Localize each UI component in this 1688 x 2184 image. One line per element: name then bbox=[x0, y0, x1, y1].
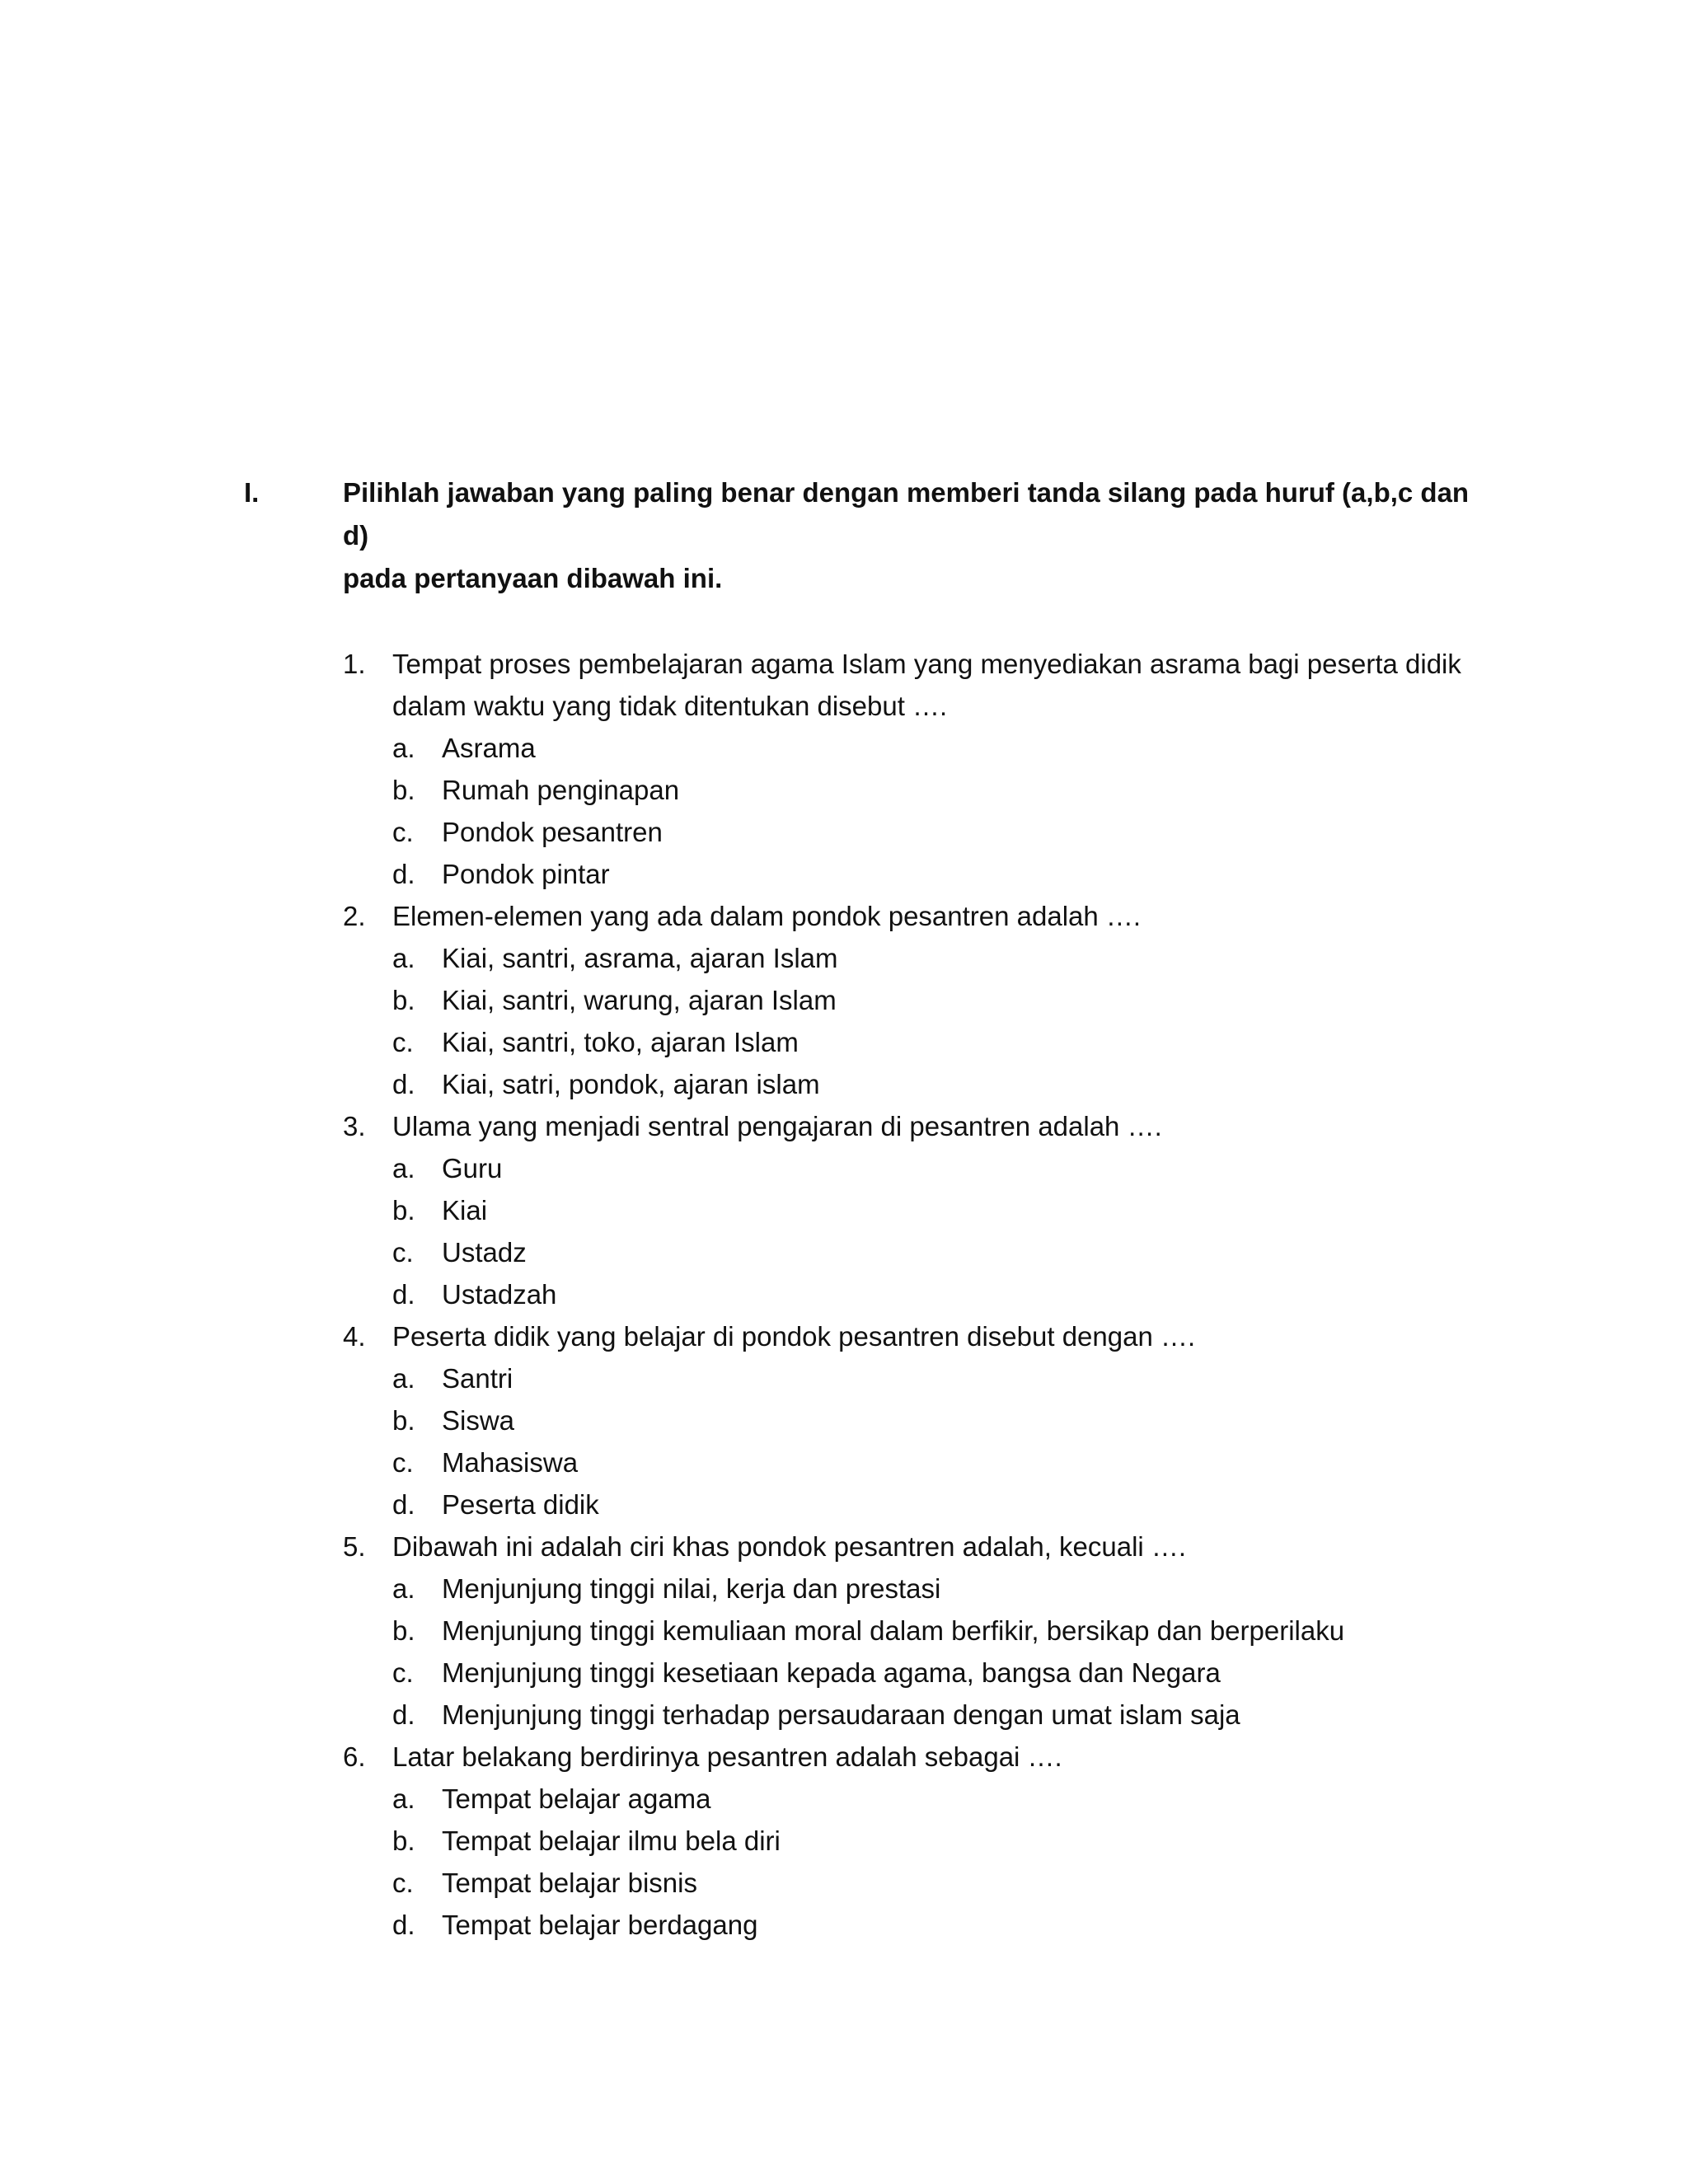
option-letter: a. bbox=[392, 1153, 415, 1183]
option-text: Peserta didik bbox=[442, 1489, 599, 1520]
option-letter: d. bbox=[392, 1489, 415, 1520]
option-item bbox=[392, 1483, 1497, 1526]
question-body bbox=[392, 1315, 1497, 1526]
option-text: Menjunjung tinggi kesetiaan kepada agama, bangsa dan Negara bbox=[442, 1657, 1221, 1688]
question-item bbox=[343, 1526, 1497, 1736]
option-letter: a. bbox=[392, 1783, 415, 1814]
option-text: Tempat belajar agama bbox=[442, 1783, 711, 1814]
option-item bbox=[392, 1778, 1497, 1820]
question-body bbox=[392, 1736, 1497, 1946]
option-letter: c. bbox=[392, 817, 414, 847]
option-text: Mahasiswa bbox=[442, 1447, 579, 1478]
question-list bbox=[343, 643, 1497, 1946]
option-letter: c. bbox=[392, 1868, 414, 1898]
option-item bbox=[392, 1147, 1497, 1189]
option-letter: c. bbox=[392, 1237, 414, 1268]
question-number: 4. bbox=[343, 1321, 366, 1352]
question-section bbox=[244, 471, 1497, 1946]
option-item bbox=[392, 1694, 1497, 1736]
question-text: Tempat proses pembelajaran agama Islam yang menyediakan asrama bagi peserta didik dalam waktu yang tidak ditentukan disebut …. bbox=[392, 649, 1461, 721]
option-list bbox=[392, 1357, 1497, 1526]
option-text: Guru bbox=[442, 1153, 503, 1183]
option-text: Kiai, santri, toko, ajaran Islam bbox=[442, 1027, 799, 1057]
option-item bbox=[392, 1189, 1497, 1231]
option-item bbox=[392, 1021, 1497, 1063]
option-item bbox=[392, 853, 1497, 895]
question-item bbox=[343, 1736, 1497, 1946]
option-letter: c. bbox=[392, 1657, 414, 1688]
question-item bbox=[343, 1105, 1497, 1315]
option-letter: b. bbox=[392, 1825, 415, 1856]
option-item bbox=[392, 1610, 1497, 1652]
question-number: 1. bbox=[343, 649, 366, 679]
option-letter: b. bbox=[392, 985, 415, 1015]
option-item bbox=[392, 1441, 1497, 1483]
question-body bbox=[392, 643, 1497, 895]
option-list bbox=[392, 1147, 1497, 1315]
question-text: Peserta didik yang belajar di pondok pesantren disebut dengan …. bbox=[392, 1321, 1196, 1352]
option-letter: a. bbox=[392, 733, 415, 763]
option-text: Ustadz bbox=[442, 1237, 527, 1268]
option-text: Menjunjung tinggi nilai, kerja dan prestasi bbox=[442, 1573, 941, 1604]
option-letter: d. bbox=[392, 1279, 415, 1310]
option-item bbox=[392, 1820, 1497, 1862]
option-item bbox=[392, 1273, 1497, 1315]
option-letter: c. bbox=[392, 1027, 414, 1057]
section-instruction: Pilihlah jawaban yang paling benar dengan memberi tanda silang pada huruf (a,b,c dan d) pada pertanyaan dibawah ini. bbox=[343, 477, 1470, 593]
option-letter: a. bbox=[392, 943, 415, 973]
option-item bbox=[392, 979, 1497, 1021]
option-text: Santri bbox=[442, 1363, 513, 1394]
option-text: Ustadzah bbox=[442, 1279, 557, 1310]
option-item bbox=[392, 1399, 1497, 1441]
option-letter: d. bbox=[392, 1910, 415, 1940]
option-text: Tempat belajar ilmu bela diri bbox=[442, 1825, 781, 1856]
option-item bbox=[392, 769, 1497, 811]
option-letter: d. bbox=[392, 1699, 415, 1730]
option-item bbox=[392, 1063, 1497, 1105]
section-number: I. bbox=[244, 477, 260, 508]
option-list bbox=[392, 937, 1497, 1105]
option-item bbox=[392, 1357, 1497, 1399]
question-text: Ulama yang menjadi sentral pengajaran di pesantren adalah …. bbox=[392, 1111, 1162, 1141]
question-number: 3. bbox=[343, 1111, 366, 1141]
question-item bbox=[343, 895, 1497, 1105]
option-letter: b. bbox=[392, 1405, 415, 1436]
option-text: Kiai bbox=[442, 1195, 488, 1226]
option-text: Pondok pintar bbox=[442, 859, 610, 889]
option-item bbox=[392, 1568, 1497, 1610]
option-item bbox=[392, 1652, 1497, 1694]
option-letter: b. bbox=[392, 1615, 415, 1646]
option-text: Kiai, satri, pondok, ajaran islam bbox=[442, 1069, 820, 1099]
option-item bbox=[392, 1862, 1497, 1904]
option-text: Siswa bbox=[442, 1405, 515, 1436]
option-item bbox=[392, 811, 1497, 853]
option-letter: b. bbox=[392, 775, 415, 805]
option-item bbox=[392, 937, 1497, 979]
question-text: Dibawah ini adalah ciri khas pondok pesantren adalah, kecuali …. bbox=[392, 1531, 1187, 1562]
question-number: 6. bbox=[343, 1741, 366, 1772]
option-text: Menjunjung tinggi kemuliaan moral dalam berfikir, bersikap dan berperilaku bbox=[442, 1615, 1345, 1646]
option-text: Kiai, santri, asrama, ajaran Islam bbox=[442, 943, 838, 973]
question-item bbox=[343, 1315, 1497, 1526]
option-text: Kiai, santri, warung, ajaran Islam bbox=[442, 985, 837, 1015]
question-text: Elemen-elemen yang ada dalam pondok pesantren adalah …. bbox=[392, 901, 1142, 931]
option-letter: c. bbox=[392, 1447, 414, 1478]
question-body bbox=[392, 1105, 1497, 1315]
question-body bbox=[392, 1526, 1497, 1736]
option-item bbox=[392, 727, 1497, 769]
option-text: Pondok pesantren bbox=[442, 817, 663, 847]
question-item bbox=[343, 643, 1497, 895]
option-text: Tempat belajar bisnis bbox=[442, 1868, 697, 1898]
option-letter: b. bbox=[392, 1195, 415, 1226]
option-item bbox=[392, 1904, 1497, 1946]
option-letter: d. bbox=[392, 1069, 415, 1099]
section-header bbox=[244, 471, 1497, 600]
option-list bbox=[392, 1778, 1497, 1946]
option-item bbox=[392, 1231, 1497, 1273]
question-text: Latar belakang berdirinya pesantren adalah sebagai …. bbox=[392, 1741, 1062, 1772]
option-text: Menjunjung tinggi terhadap persaudaraan dengan umat islam saja bbox=[442, 1699, 1240, 1730]
option-letter: d. bbox=[392, 859, 415, 889]
option-text: Rumah penginapan bbox=[442, 775, 680, 805]
option-letter: a. bbox=[392, 1363, 415, 1394]
option-letter: a. bbox=[392, 1573, 415, 1604]
question-body bbox=[392, 895, 1497, 1105]
question-number: 2. bbox=[343, 901, 366, 931]
question-number: 5. bbox=[343, 1531, 366, 1562]
option-list bbox=[392, 1568, 1497, 1736]
option-list bbox=[392, 727, 1497, 895]
option-text: Tempat belajar berdagang bbox=[442, 1910, 758, 1940]
option-text: Asrama bbox=[442, 733, 536, 763]
